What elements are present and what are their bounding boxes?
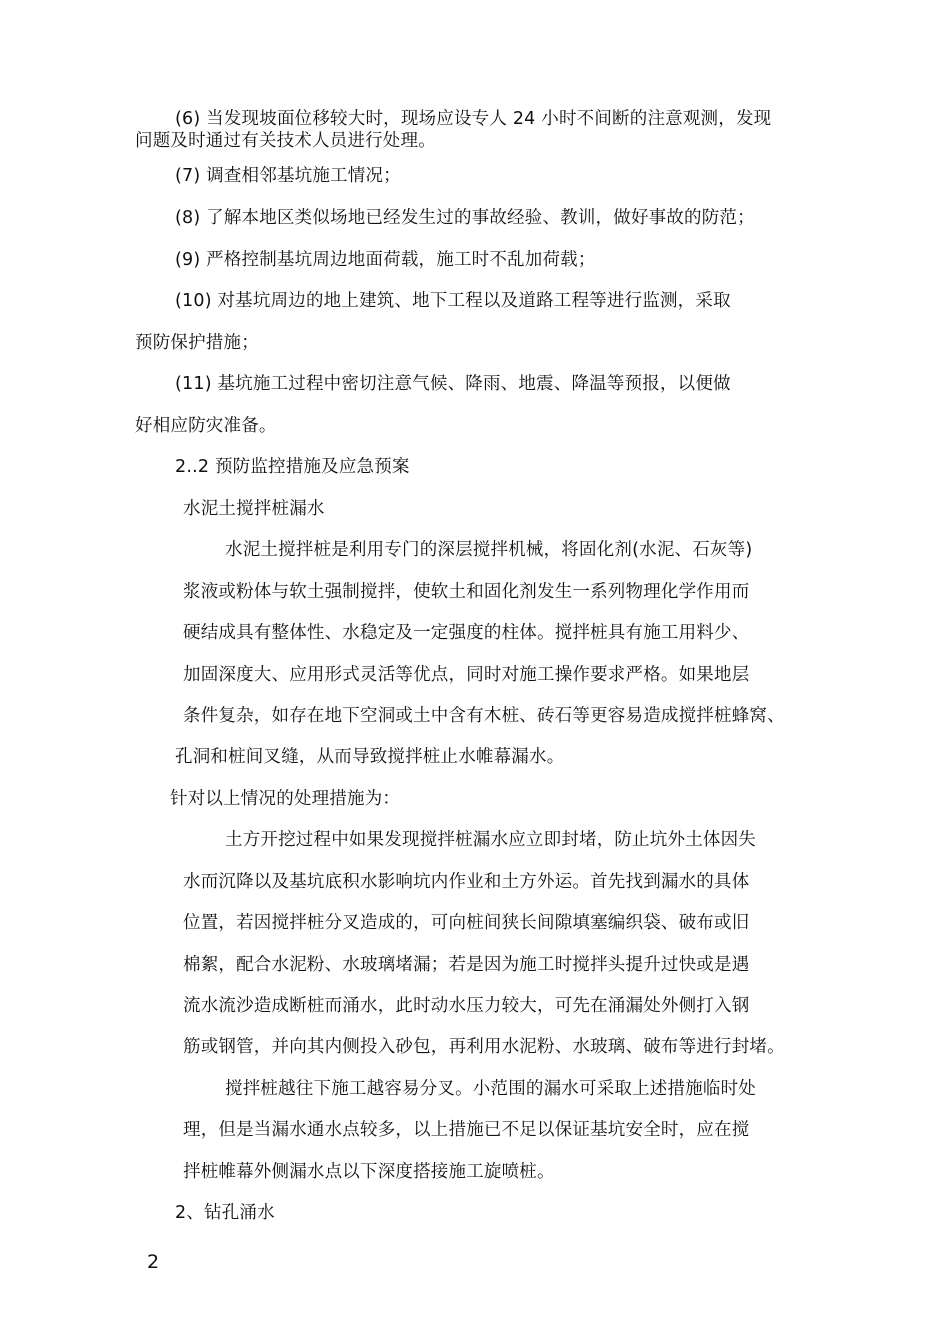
- text-line: 搅拌桩越往下施工越容易分叉。小范围的漏水可采取上述措施临时处: [225, 1079, 756, 1099]
- text-line: 加固深度大、应用形式灵活等优点，同时对施工操作要求严格。如果地层: [183, 665, 750, 685]
- text-line: (9) 严格控制基坑周边地面荷载，施工时不乱加荷载；: [175, 250, 596, 270]
- text-line: 拌桩帷幕外侧漏水点以下深度搭接施工旋喷桩。: [183, 1162, 555, 1182]
- subsection-heading: 水泥土搅拌桩漏水: [183, 499, 325, 519]
- section-heading: 2..2 预防监控措施及应急预案: [175, 457, 410, 477]
- text-line: 预防保护措施；: [135, 333, 259, 353]
- text-line: 筋或钢管，并向其内侧投入砂包，再利用水泥粉、水玻璃、破布等进行封堵。: [183, 1037, 785, 1057]
- text-line: (6) 当发现坡面位移较大时，现场应设专人 24 小时不间断的注意观测，发现: [175, 109, 772, 129]
- subsection-heading: 2、钻孔涌水: [175, 1203, 275, 1223]
- text-line: 棉絮，配合水泥粉、水玻璃堵漏；若是因为施工时搅拌头提升过快或是遇: [183, 955, 750, 975]
- text-line: 浆液或粉体与软土强制搅拌，使软土和固化剂发生一系列物理化学作用而: [183, 582, 750, 602]
- text-line: 理，但是当漏水通水点较多，以上措施已不足以保证基坑安全时，应在搅: [183, 1120, 750, 1140]
- text-line: 好相应防灾准备。: [135, 416, 277, 436]
- text-line: 水泥土搅拌桩是利用专门的深层搅拌机械，将固化剂(水泥、石灰等): [225, 540, 753, 560]
- text-line: 位置，若因搅拌桩分叉造成的，可向桩间狭长间隙填塞编织袋、破布或旧: [183, 913, 750, 933]
- text-line: (7) 调查相邻基坑施工情况；: [175, 166, 401, 186]
- text-line: 土方开挖过程中如果发现搅拌桩漏水应立即封堵，防止坑外土体因失: [225, 830, 756, 850]
- text-line: 条件复杂，如存在地下空洞或土中含有木桩、砖石等更容易造成搅拌桩蜂窝、: [183, 706, 785, 726]
- text-line: 水而沉降以及基坑底积水影响坑内作业和土方外运。首先找到漏水的具体: [183, 872, 750, 892]
- text-line: (8) 了解本地区类似场地已经发生过的事故经验、教训，做好事故的防范；: [175, 208, 755, 228]
- text-line: 流水流沙造成断桩而涌水，此时动水压力较大，可先在涌漏处外侧打入钢: [183, 996, 750, 1016]
- text-line: 问题及时通过有关技术人员进行处理。: [135, 131, 436, 151]
- text-line: 硬结成具有整体性、水稳定及一定强度的柱体。搅拌桩具有施工用料少、: [183, 623, 750, 643]
- text-line: (11) 基坑施工过程中密切注意气候、降雨、地震、降温等预报，以便做: [175, 374, 731, 394]
- text-line: 针对以上情况的处理措施为：: [170, 789, 401, 809]
- text-line: 孔洞和桩间叉缝，从而导致搅拌桩止水帷幕漏水。: [175, 747, 565, 767]
- text-line: (10) 对基坑周边的地上建筑、地下工程以及道路工程等进行监测，采取: [175, 291, 731, 311]
- page-number: 2: [147, 1251, 160, 1273]
